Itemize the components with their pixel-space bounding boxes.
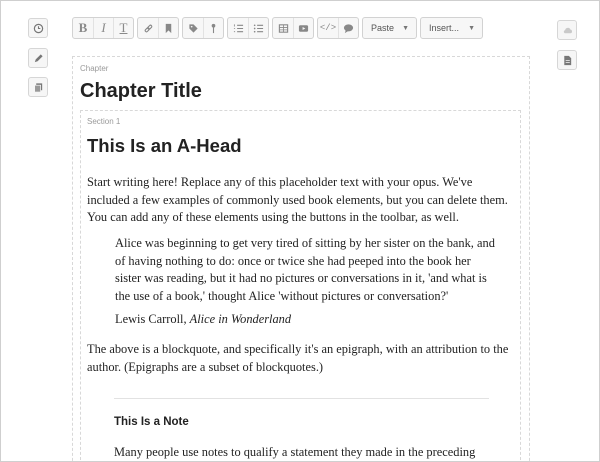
pin-button[interactable] (203, 18, 223, 38)
section-title[interactable]: This Is an A-Head (87, 135, 242, 156)
tag-button[interactable] (183, 18, 203, 38)
attribution-work: Alice in Wonderland (189, 312, 292, 326)
intro-paragraph[interactable]: Start writing here! Replace any of this placeholder text with your opus. We've included a few examples of commonly used book elements, but you can delete them. You can add any of these elements using the buttons in the toolbar, as well. (87, 175, 508, 225)
text-icon: T (119, 20, 128, 35)
attribution-author: Lewis Carroll, (115, 312, 190, 326)
code-group (317, 17, 359, 39)
document-icon (562, 55, 573, 66)
comment-icon (343, 23, 354, 34)
history-button[interactable] (28, 18, 48, 38)
paste-label: Paste (371, 23, 395, 33)
clock-icon (33, 23, 44, 34)
chevron-down-icon: ▼ (402, 24, 409, 32)
insert-dropdown[interactable] (420, 17, 483, 39)
formatting-toolbar (72, 16, 486, 40)
copy-icon (33, 82, 44, 93)
chapter-label: Chapter (80, 64, 109, 73)
video-button[interactable] (293, 18, 313, 38)
document-button[interactable] (557, 50, 577, 70)
paste-dropdown[interactable] (362, 17, 417, 39)
code-icon: </> (319, 23, 337, 33)
tag-icon (188, 23, 199, 34)
blockquote-explanation[interactable]: The above is a blockquote, and specifically it's an epigraph, with an attribution to the author. (Epigraphs are a subset of blockquotes.) (87, 342, 509, 374)
numbered-list-icon (233, 23, 244, 34)
pin-icon (208, 23, 219, 34)
insert-label: Insert... (429, 23, 460, 33)
note-divider (114, 398, 489, 399)
pencil-icon (33, 53, 44, 64)
bulleted-list-icon (253, 23, 264, 34)
bold-button[interactable] (73, 18, 93, 38)
copy-button[interactable] (28, 77, 48, 97)
bookmark-button[interactable] (158, 18, 178, 38)
list-group (227, 17, 269, 39)
italic-button[interactable] (93, 18, 113, 38)
epigraph-blockquote[interactable]: Alice was beginning to get very tired of sitting by her sister on the bank, and of having nothing to do: once or twice she had peeped into the book her sister was reading, but it had no pictures or conversations in it, 'and what is the use of a book,' thought Alice 'without pictures or conversation?' (115, 236, 495, 303)
section-block[interactable] (80, 110, 521, 462)
edit-button[interactable] (28, 48, 48, 68)
bold-icon: B (78, 20, 88, 35)
link-group (137, 17, 179, 39)
chevron-down-icon: ▼ (468, 24, 475, 32)
italic-icon: I (101, 20, 106, 35)
table-icon (278, 23, 289, 34)
link-icon (143, 23, 154, 34)
bulleted-list-button[interactable] (248, 18, 268, 38)
text-style-group (72, 17, 134, 39)
numbered-list-button[interactable] (228, 18, 248, 38)
chapter-title[interactable]: Chapter Title (80, 80, 202, 102)
table-button[interactable] (273, 18, 293, 38)
video-icon (298, 23, 309, 34)
text-button[interactable] (113, 18, 133, 38)
comment-button[interactable] (338, 18, 358, 38)
cloud-sync-button[interactable] (557, 20, 577, 40)
cloud-icon (562, 25, 573, 36)
bookmark-icon (163, 23, 174, 34)
epigraph-attribution[interactable] (115, 311, 291, 329)
media-group (272, 17, 314, 39)
tag-group (182, 17, 224, 39)
link-button[interactable] (138, 18, 158, 38)
note-title[interactable]: This Is a Note (114, 416, 189, 428)
code-button[interactable] (318, 18, 338, 38)
note-paragraph[interactable]: Many people use notes to qualify a statement they made in the preceding (114, 445, 476, 459)
section-label: Section 1 (87, 117, 121, 126)
